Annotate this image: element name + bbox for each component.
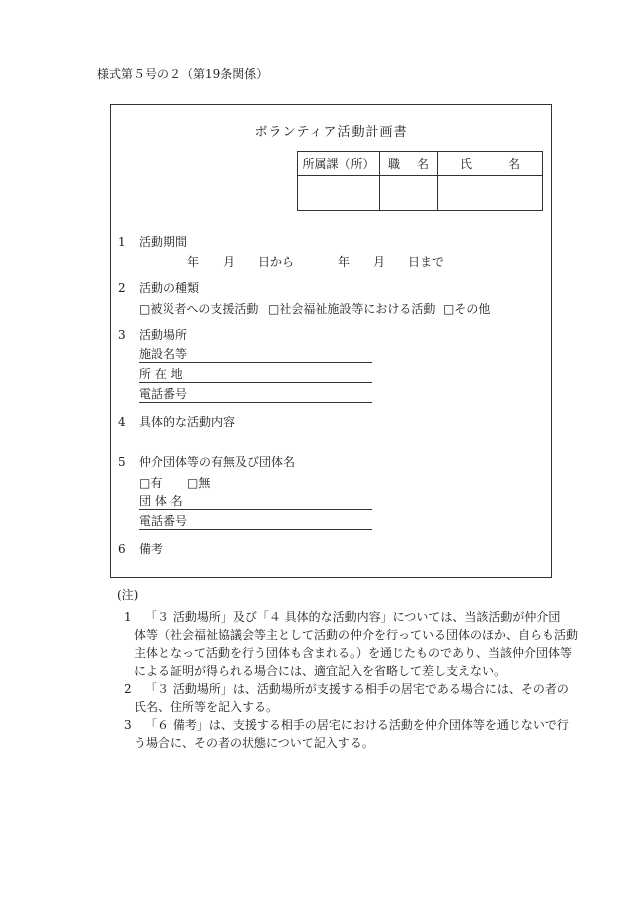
period-year-1: 年	[187, 255, 200, 269]
notes-heading: (注)	[117, 588, 139, 602]
note-1-line-2: 体等（社会福祉協議会等主として活動の仲介を行っている団体のほか、自らも活動	[134, 628, 579, 642]
section-5-label: 仲介団体等の有無及び団体名	[139, 455, 296, 469]
facility-name-field[interactable]: 施設名等	[139, 346, 372, 363]
section-1-number: 1	[118, 235, 126, 249]
type-disaster-checkbox[interactable]: □被災者への支援活動	[139, 302, 259, 316]
section-3-number: 3	[118, 328, 126, 342]
section-6-label: 備考	[139, 542, 164, 556]
section-2-label: 活動の種類	[139, 281, 200, 295]
phone-field[interactable]: 電話番号	[139, 386, 372, 403]
note-2-line-1: 「３ 活動場所」は、活動場所が支援する相手の居宅である場合には、その者の	[145, 682, 569, 696]
position-header: 職 名	[380, 152, 438, 176]
dept-cell[interactable]	[298, 176, 380, 211]
section-4-number: 4	[118, 415, 126, 429]
type-other-checkbox[interactable]: □その他	[443, 302, 491, 316]
period-month-1: 月	[223, 255, 236, 269]
section-2-number: 2	[118, 281, 126, 295]
form-frame	[110, 104, 552, 578]
section-5-number: 5	[118, 455, 126, 469]
org-name-field[interactable]: 団 体 名	[139, 493, 372, 510]
name-cell[interactable]	[438, 176, 543, 211]
position-cell[interactable]	[380, 176, 438, 211]
note-3-line-1: 「６ 備考」は、支援する相手の居宅における活動を仲介団体等を通じないで行	[145, 718, 569, 732]
note-1-line-1: 「３ 活動場所」及び「４ 具体的な活動内容」については、当該活動が仲介団	[145, 610, 561, 624]
section-1-label: 活動期間	[139, 235, 188, 249]
section-3-label: 活動場所	[139, 328, 188, 342]
org-no-checkbox[interactable]: □無	[187, 476, 211, 490]
type-welfare-checkbox[interactable]: □社会福祉施設等における活動	[268, 302, 436, 316]
period-month-2: 月	[373, 255, 386, 269]
dept-header: 所属課（所）	[298, 152, 380, 176]
period-from: 日から	[258, 255, 295, 269]
approval-table	[297, 151, 543, 211]
note-2-number: 2	[124, 682, 132, 696]
note-1-line-3: 主体となって活動を行う団体も含まれる。）を通じたものであり、当該仲介団体等	[134, 646, 573, 660]
note-3-line-2: う場合に、その者の状態について記入する。	[134, 736, 374, 750]
form-reference: 様式第５号の２（第19条関係）	[97, 67, 269, 81]
note-1-line-4: による証明が得られる場合には、適宜記入を省略して差し支えない。	[134, 664, 507, 678]
section-6-number: 6	[118, 542, 126, 556]
org-phone-field[interactable]: 電話番号	[139, 513, 372, 530]
period-to: 日まで	[408, 255, 445, 269]
note-3-number: 3	[124, 718, 132, 732]
note-1-number: 1	[124, 610, 132, 624]
period-year-2: 年	[338, 255, 351, 269]
address-field[interactable]: 所 在 地	[139, 366, 372, 383]
name-header: 氏 名	[438, 152, 543, 176]
form-title: ボランティア活動計画書	[254, 125, 408, 140]
org-yes-checkbox[interactable]: □有	[139, 476, 163, 490]
note-2-line-2: 氏名、住所等を記入する。	[134, 700, 279, 714]
section-4-label: 具体的な活動内容	[139, 415, 236, 429]
